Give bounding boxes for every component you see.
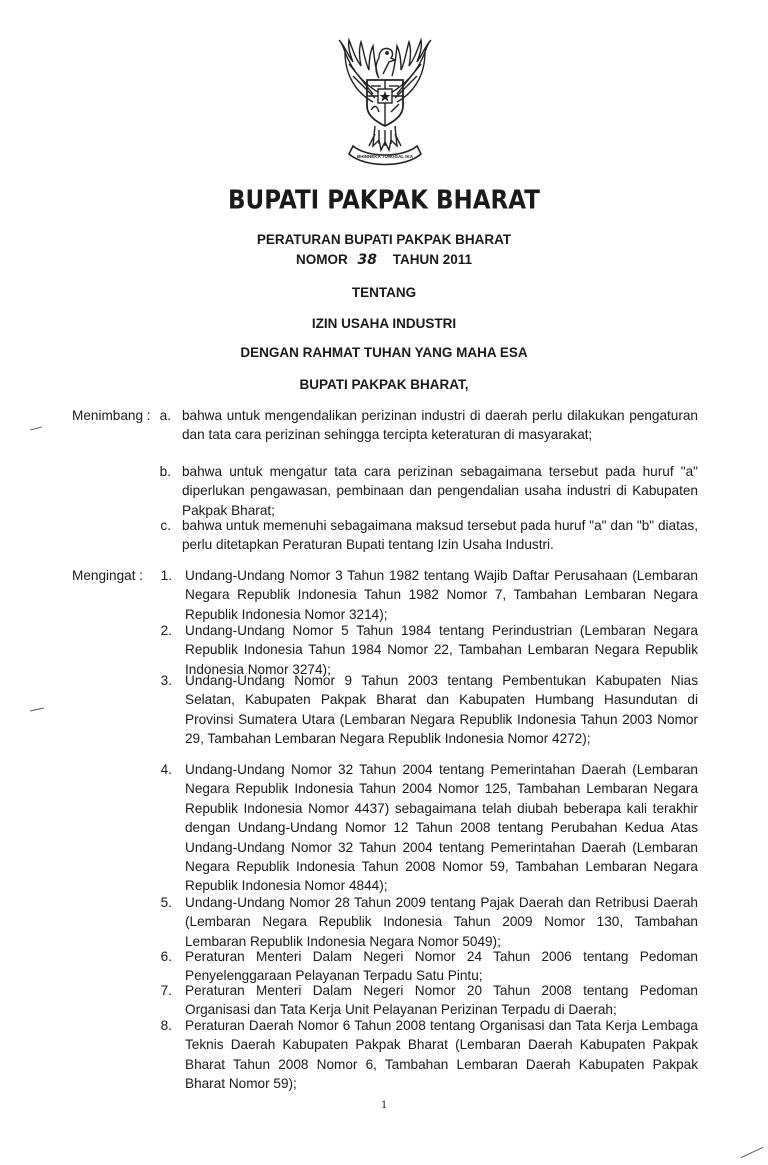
item-marker: 5. xyxy=(160,895,172,910)
garuda-emblem-icon xyxy=(323,34,447,172)
item-marker: 4. xyxy=(160,762,172,777)
about-label: TENTANG xyxy=(351,285,417,300)
document-heading: BUPATI PAKPAK BHARAT xyxy=(228,186,540,216)
scan-mark xyxy=(30,426,42,430)
item-text: bahwa untuk memenuhi sebagaimana maksud tersebut pada huruf "a" dan "b" diatas, perlu ditetapkan Peraturan Bupati tentang Izin Usaha Industri. xyxy=(182,518,698,553)
item-text: bahwa untuk mengendalikan perizinan industri di daerah perlu dilakukan pengaturan dan tata cara perizinan sehingga tercipta keteraturan di masyarakat; xyxy=(182,408,698,443)
item-marker: 7. xyxy=(160,983,172,998)
regulation-number-line xyxy=(0,252,768,268)
item-marker: 6. xyxy=(160,949,172,964)
item-text: Undang-Undang Nomor 28 Tahun 2009 tentang Pajak Daerah dan Retribusi Daerah (Lembaran Negara Republik Indonesia Tahun 2009 Nomor 130, Tambahan Lembaran Republik Indonesia Negara Nomor 5049); xyxy=(185,895,698,949)
svg-text:BHINNEKA TUNGGAL IKA: BHINNEKA TUNGGAL IKA xyxy=(357,154,413,159)
menimbang-label: Menimbang : xyxy=(72,408,151,423)
item-text: Peraturan Daerah Nomor 6 Tahun 2008 tentang Organisasi dan Tata Kerja Lembaga Teknis Daerah Kabupaten Pakpak Bharat (Lembaran Daerah Kabupaten Pakpak Bharat Tahun 2008 Nomor 6, Tambahan Lembaran Daerah Kabupaten Pakpak Bharat Nomor 59); xyxy=(185,1018,698,1092)
item-text: Undang-Undang Nomor 32 Tahun 2004 tentang Pemerintahan Daerah (Lembaran Negara Republik Indonesia Tahun 2004 Nomor 125, Tambahan Lembaran Negara Republik Indonesia Nomor 4437) sebagaimana telah diubah beberapa kali terakhir dengan Undang-Undang Nomor 12 Tahun 2008 tentang Perubahan Kedua Atas Undang-Undang Nomor 32 Tahun 2004 tentang Pemerintahan Daerah (Lembaran Negara Republik Indonesia Tahun 2008 Nomor 59, Tambahan Lembaran Negara Republik Indonesia Nomor 4844); xyxy=(185,762,698,894)
item-text: Undang-Undang Nomor 3 Tahun 1982 tentang Wajib Daftar Perusahaan (Lembaran Negara Republik Indonesia Tahun 1982 Nomor 7, Tambahan Lembaran Negara Republik Indonesia Nomor 3214); xyxy=(185,568,698,622)
item-marker: b. xyxy=(159,464,171,479)
number-value: 38 xyxy=(357,252,377,268)
item-text: Peraturan Menteri Dalam Negeri Nomor 24 Tahun 2006 tentang Pedoman Penyelenggaraan Pelayanan Terpadu Satu Pintu; xyxy=(185,949,698,984)
regulation-subject: IZIN USAHA INDUSTRI xyxy=(311,316,457,331)
item-text: Undang-Undang Nomor 5 Tahun 1984 tentang Perindustrian (Lembaran Negara Republik Indonesia Tahun 1984 Nomor 22, Tambahan Lembaran Negara Republik Indonesia Nomor 3274); xyxy=(185,623,698,677)
item-marker: c. xyxy=(160,518,171,533)
page-number: 1 xyxy=(381,1097,387,1111)
number-label: NOMOR xyxy=(295,252,348,267)
mengingat-label: Mengingat : xyxy=(72,568,144,583)
year-label: TAHUN 2011 xyxy=(392,252,473,267)
item-marker: 3. xyxy=(160,673,172,688)
issuer-line: BUPATI PAKPAK BHARAT, xyxy=(299,377,469,392)
invocation-line: DENGAN RAHMAT TUHAN YANG MAHA ESA xyxy=(240,345,528,360)
item-marker: 2. xyxy=(160,623,172,638)
item-marker: 8. xyxy=(160,1018,172,1033)
scan-mark xyxy=(741,1147,763,1158)
item-text: Undang-Undang Nomor 9 Tahun 2003 tentang Pembentukan Kabupaten Nias Selatan, Kabupaten Pakpak Bharat dan Kabupaten Humbang Hasundutan di Provinsi Sumatera Utara (Lembaran Negara Republik Indonesia Tahun 2003 Nomor 29, Tambahan Lembaran Negara Republik Indonesia Nomor 4272); xyxy=(185,673,698,747)
item-text: bahwa untuk mengatur tata cara perizinan sebagaimana tersebut pada huruf "a" diperlukan pengawasan, pembinaan dan pengendalian usaha industri di Kabupaten Pakpak Bharat; xyxy=(182,464,698,518)
regulation-title: PERATURAN BUPATI PAKPAK BHARAT xyxy=(256,232,512,247)
scan-mark xyxy=(30,708,44,712)
item-marker: a. xyxy=(159,408,171,423)
item-text: Peraturan Menteri Dalam Negeri Nomor 20 Tahun 2008 tentang Pedoman Organisasi dan Tata Kerja Unit Pelayanan Perizinan Terpadu di Daerah; xyxy=(185,983,698,1018)
item-marker: 1. xyxy=(160,568,172,583)
